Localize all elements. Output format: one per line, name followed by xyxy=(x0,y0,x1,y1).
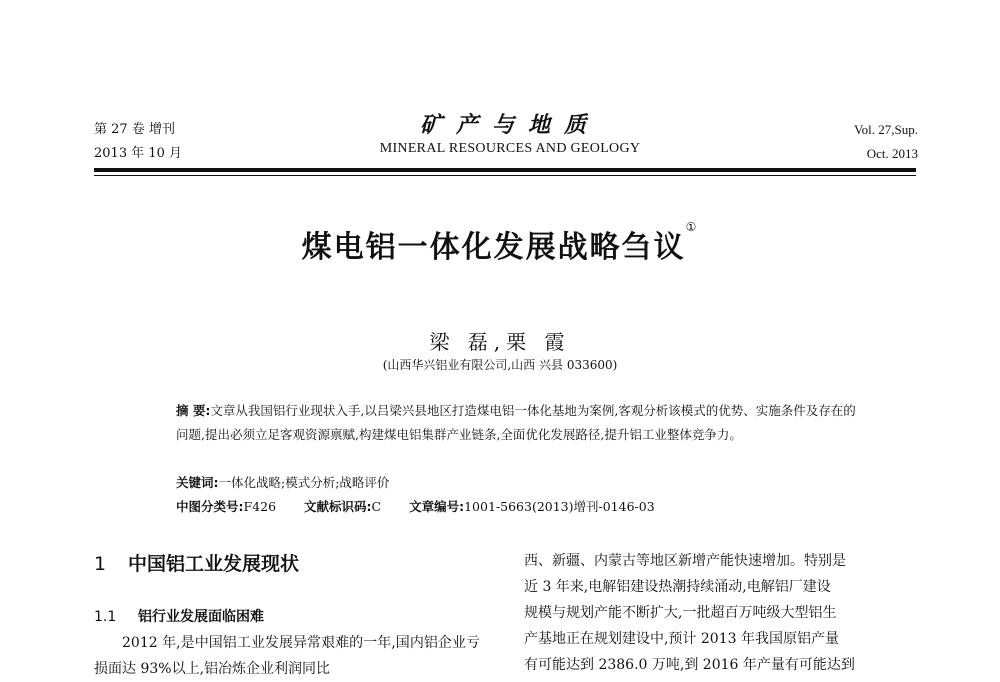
volume-label: 第 27 卷 增刊 xyxy=(94,122,175,137)
section-number: 1 xyxy=(94,553,107,575)
date-label: 2013 年 10 月 xyxy=(94,146,183,161)
article-no-value: 1001-5663(2013)增刊-0146-03 xyxy=(464,499,655,514)
subsection-number: 1.1 xyxy=(94,609,117,625)
footnote-mark: ① xyxy=(685,220,699,234)
class-value: F426 xyxy=(243,499,277,514)
journal-name-english: MINERAL RESOURCES AND GEOLOGY xyxy=(379,141,641,156)
abstract xyxy=(176,399,866,447)
article-authors: 梁 磊,栗 霞 xyxy=(429,330,571,354)
body-line: 西、新疆、内蒙古等地区新增产能快速增加。特别是 xyxy=(524,553,846,569)
header-rule-thin xyxy=(94,175,916,176)
abstract-label: 摘 要: xyxy=(176,403,211,418)
body-line: 近 3 年来,电解铝建设热潮持续涌动,电解铝厂建设 xyxy=(524,579,831,595)
doc-id-label: 文献标识码: xyxy=(304,499,372,514)
abstract-text: 文章从我国铝行业现状入手,以吕梁兴县地区打造煤电铝一体化基地为案例,客观分析该模式的优势、实施条件及存在的问题,提出必须立足客观资源禀赋,构建煤电铝集群产业链条,全面优化发展路径,提升铝工业整体竞争力。 xyxy=(176,403,856,442)
subsection-title: 铝行业发展面临困难 xyxy=(138,609,264,625)
section-title: 中国铝工业发展现状 xyxy=(128,553,300,575)
doc-id-value: C xyxy=(371,499,382,514)
keywords-text: 一体化战略;模式分析;战略评价 xyxy=(218,475,390,490)
issue-info xyxy=(94,118,182,166)
body-column-left xyxy=(94,548,480,682)
class-label: 中图分类号: xyxy=(176,499,244,514)
issue-info-english xyxy=(854,118,918,166)
article-no-label: 文章编号: xyxy=(409,499,465,514)
volume-label-english: Vol. 27,Sup. xyxy=(853,122,918,137)
author-affiliation: (山西华兴铝业有限公司,山西 兴县 033600) xyxy=(382,358,618,372)
subsection-heading xyxy=(94,604,480,630)
body-line: 产基地正在规划建设中,预计 2013 年我国原铝产量 xyxy=(524,631,839,647)
article-title-text: 煤电铝一体化发展战略刍议 xyxy=(301,230,686,265)
date-label-english: Oct. 2013 xyxy=(866,146,918,161)
keywords xyxy=(176,471,866,495)
section-heading xyxy=(94,548,480,580)
body-column-right xyxy=(524,548,916,678)
header-rule-thick xyxy=(94,168,916,172)
journal-name-chinese: 矿产与地质 xyxy=(419,112,600,138)
body-line: 有可能达到 2386.0 万吨,到 2016 年产量有可能达到 xyxy=(524,657,855,673)
journal-masthead xyxy=(300,110,720,158)
body-paragraph-left: 2012 年,是中国铝工业发展异常艰难的一年,国内铝企业亏损面达 93%以上,铝冶炼企业利润同比 xyxy=(94,635,480,677)
article-title xyxy=(0,222,1000,266)
keywords-label: 关键词: xyxy=(176,475,219,490)
body-line: 规模与规划产能不断扩大,一批超百万吨级大型铝生 xyxy=(524,605,837,621)
classification-line xyxy=(176,495,866,519)
